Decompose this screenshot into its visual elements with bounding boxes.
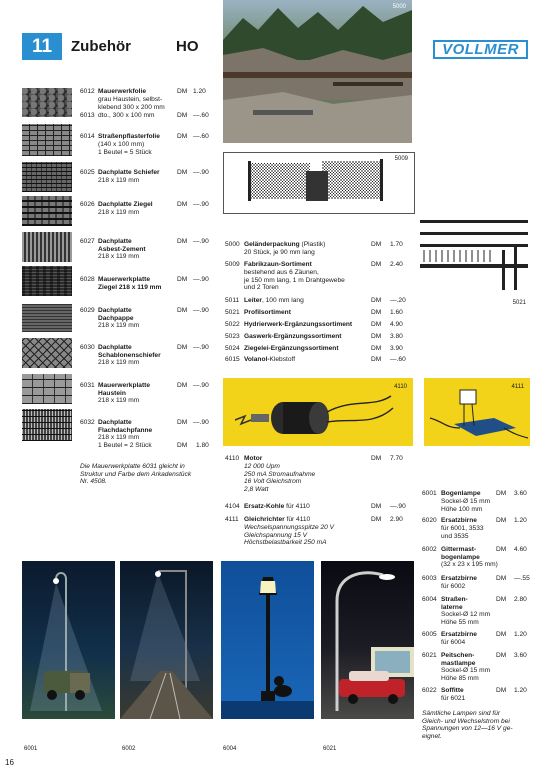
photo-5000: 5000: [223, 0, 412, 143]
arc-lamp-scene: [22, 561, 115, 719]
photo-6021: [321, 561, 414, 719]
caption-6002: 6002: [122, 746, 136, 752]
chapter-badge: 11: [22, 33, 62, 60]
street-lantern-scene: [221, 561, 314, 719]
page-number: 16: [5, 758, 14, 767]
photo-4110: 4110: [223, 378, 413, 446]
photo-5009: 5009: [223, 152, 415, 214]
photo-5021: 5021: [418, 216, 530, 296]
scale-label: HO: [176, 38, 199, 55]
caption-6004: 6004: [223, 746, 237, 752]
swatch-6028: [22, 266, 72, 296]
page-title: Zubehör: [71, 38, 131, 55]
swatch-6025: [22, 162, 72, 192]
swatch-6031: [22, 374, 72, 404]
whip-mast-lamp-scene: [321, 561, 414, 719]
swatch-6026: [22, 196, 72, 226]
brand-logo: VOLLMER: [433, 40, 528, 59]
swatch-6012: [22, 88, 72, 117]
lamp-note: Sämtliche Lampen sind für Gleich- und Wechselstrom bei Spannungen von 12—16 V ge- eignet.: [422, 710, 513, 740]
lattice-mast-lamp-scene: [120, 561, 213, 719]
photo-6002: [120, 561, 213, 719]
swatch-6030: [22, 338, 72, 368]
motor-illustration: [223, 378, 413, 446]
photo-6001: [22, 561, 115, 719]
swatch-6029: [22, 304, 72, 332]
swatch-6014: [22, 124, 72, 156]
landscape-illustration: [223, 0, 412, 143]
left-note: Die Mauerwerkplatte 6031 gleicht in Struktur und Farbe dem Arkadenstück Nr. 4508.: [80, 463, 192, 486]
caption-6021: 6021: [323, 746, 337, 752]
swatch-6032: [22, 409, 72, 441]
profile-sprues-illustration: [418, 216, 530, 296]
fence-illustration: [224, 153, 414, 213]
photo-6004: [221, 561, 314, 719]
photo-4111: 4111: [424, 378, 530, 446]
swatch-6027: [22, 232, 72, 262]
caption-6001: 6001: [24, 746, 38, 752]
